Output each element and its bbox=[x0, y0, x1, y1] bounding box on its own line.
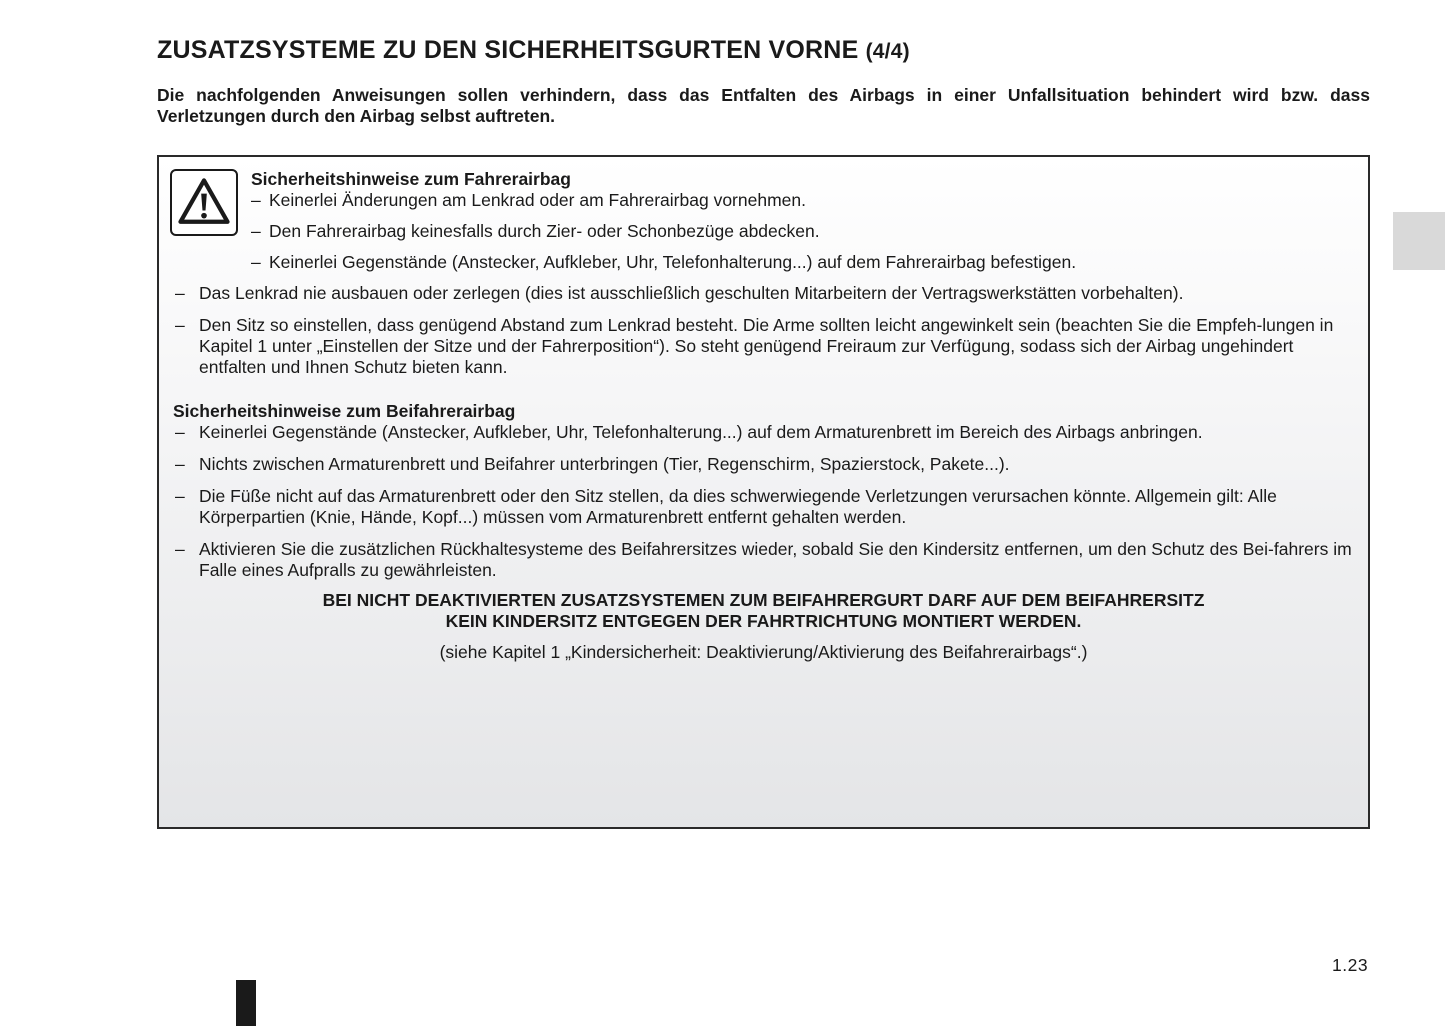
list-item: – Keinerlei Gegenstände (Anstecker, Aufkleber, Uhr, Telefonhalterung...) auf dem Fahrerairbag befestigen. bbox=[251, 252, 1077, 272]
list-item: – Den Sitz so einstellen, dass genügend Abstand zum Lenkrad besteht. Die Arme sollten leicht angewinkelt sein (beachten Sie die Empfeh-lungen in Kapitel 1 unter „Einstellen der Sitze und der Fahrerposition“). So steht genügend Freiraum zur Verfügung, sodass sich der Airbag ungehindert entfalten und Ihnen Schutz bieten kann. bbox=[175, 315, 1334, 377]
title-suffix: (4/4) bbox=[865, 40, 910, 63]
driver-airbag-list bbox=[251, 190, 1354, 273]
list-item: – Die Füße nicht auf das Armaturenbrett oder den Sitz stellen, da dies schwerwiegende Verletzungen verursachen könnte. Allgemein gilt: Alle Körperpartien (Knie, Hände, Kopf...) müssen vom Armaturenbrett entfernt gehalten werden. bbox=[175, 486, 1277, 527]
intro-paragraph: Die nachfolgenden Anweisungen sollen verhindern, dass das Entfalten des Airbags in einer Unfallsituation behindert wird bzw. dass Verletzungen durch den Airbag selbst auftreten. bbox=[157, 85, 1370, 126]
list-item: – Aktivieren Sie die zusätzlichen Rückhaltesysteme des Beifahrersitzes wieder, sobald Sie den Kindersitz entfernen, um den Schutz des Bei-fahrers im Falle eines Aufpralls zu gewährleisten. bbox=[175, 539, 1352, 580]
title-text: ZUSATZSYSTEME ZU DEN SICHERHEITSGURTEN VORNE bbox=[157, 36, 859, 64]
footer-marker bbox=[236, 980, 256, 1026]
chapter-tab bbox=[1393, 212, 1445, 270]
page-number: 1.23 bbox=[1332, 955, 1369, 975]
warning-box bbox=[157, 155, 1370, 829]
passenger-airbag-heading: Sicherheitshinweise zum Beifahrerairbag bbox=[173, 401, 516, 421]
list-item: – Keinerlei Änderungen am Lenkrad oder am Fahrerairbag vornehmen. bbox=[251, 190, 806, 210]
notice-line-1: BEI NICHT DEAKTIVIERTEN ZUSATZSYSTEMEN ZUM BEIFAHRERGURT DARF AUF DEM BEIFAHRERSITZ bbox=[322, 590, 1205, 610]
passenger-airbag-list bbox=[173, 422, 1354, 581]
driver-airbag-heading: Sicherheitshinweise zum Fahrerairbag bbox=[251, 169, 571, 189]
notice-line-2: KEIN KINDERSITZ ENTGEGEN DER FAHRTRICHTUNG MONTIERT WERDEN. bbox=[445, 611, 1082, 631]
list-item: – Nichts zwischen Armaturenbrett und Beifahrer unterbringen (Tier, Regenschirm, Spazierstock, Pakete...). bbox=[175, 454, 1010, 474]
list-item: – Das Lenkrad nie ausbauen oder zerlegen (dies ist ausschließlich geschulten Mitarbeitern der Vertragswerkstätten vorbehalten). bbox=[175, 283, 1184, 303]
driver-airbag-section bbox=[251, 169, 1354, 273]
list-item: – Keinerlei Gegenstände (Anstecker, Aufkleber, Uhr, Telefonhalterung...) auf dem Armaturenbrett im Bereich des Airbags anbringen. bbox=[175, 422, 1203, 442]
warning-triangle-icon bbox=[170, 169, 238, 236]
page-title bbox=[157, 36, 910, 65]
child-seat-notice bbox=[173, 590, 1354, 632]
driver-airbag-list-full bbox=[173, 283, 1354, 378]
list-item: – Den Fahrerairbag keinesfalls durch Zier- oder Schonbezüge abdecken. bbox=[251, 221, 820, 241]
notice-reference: (siehe Kapitel 1 „Kindersicherheit: Deaktivierung/Aktivierung des Beifahrerairbags“.) bbox=[439, 642, 1088, 662]
